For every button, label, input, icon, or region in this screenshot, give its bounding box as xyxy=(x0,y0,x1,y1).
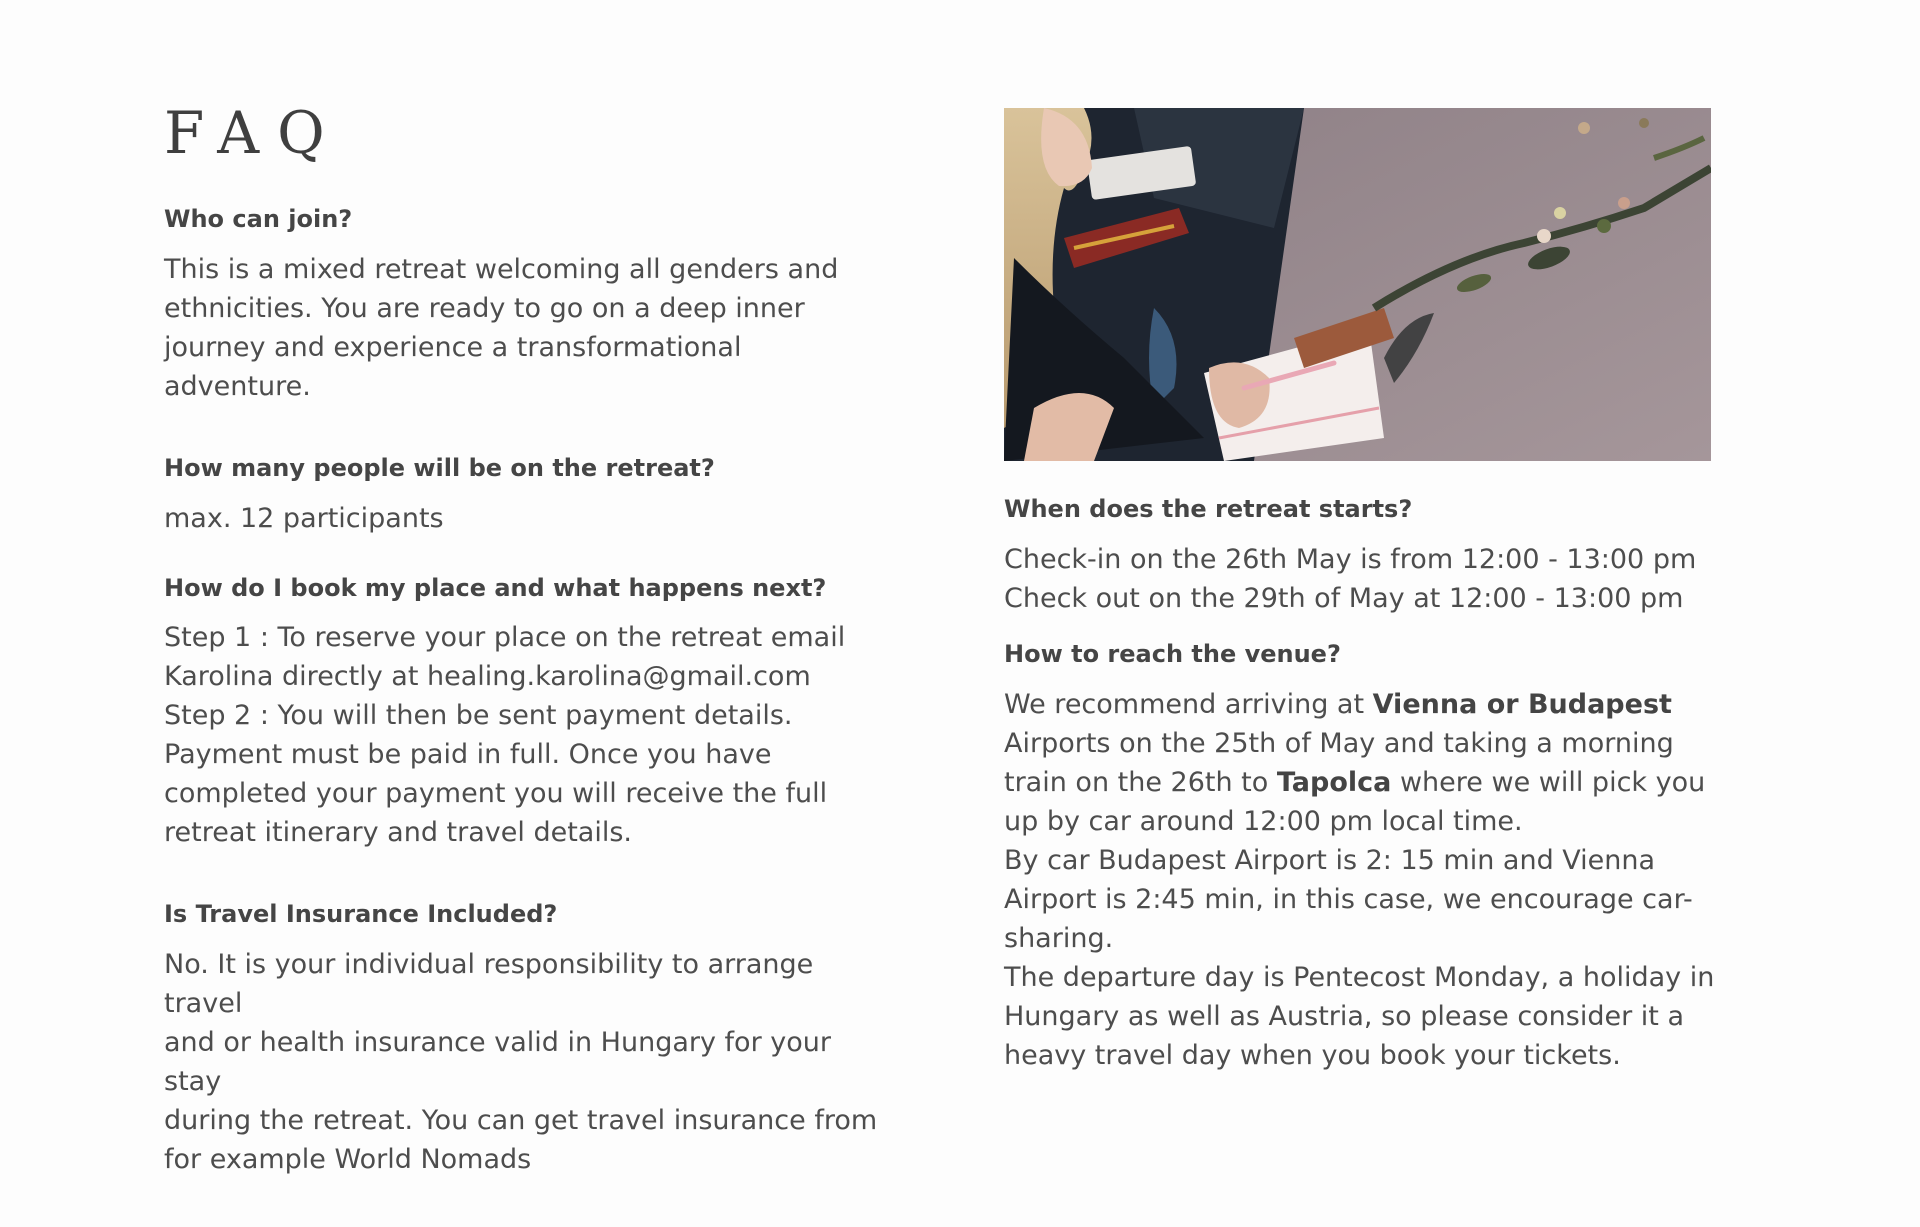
answer-line: completed your payment you will receive the full xyxy=(164,778,828,810)
answer-text: heavy travel day when you book your tickets. xyxy=(1004,1039,1621,1071)
faq-item-travel-insurance xyxy=(164,900,894,1179)
faq-answer xyxy=(164,618,894,852)
answer-line: Step 2 : You will then be sent payment details. xyxy=(164,700,793,732)
answer-text: Hungary as well as Austria, so please consider it a xyxy=(1004,1000,1685,1032)
faq-item-how-many-people xyxy=(164,454,894,538)
faq-answer xyxy=(164,250,894,406)
answer-line: for example World Nomads xyxy=(164,1144,532,1176)
faq-item-reach-venue xyxy=(1004,640,1734,1075)
emphasis-destination: Tapolca xyxy=(1276,766,1392,798)
answer-text: We recommend arriving at xyxy=(1004,688,1373,720)
answer-text: Airport is 2:45 min, in this case, we encourage car- xyxy=(1004,883,1693,915)
answer-line: Payment must be paid in full. Once you have xyxy=(164,739,772,771)
page-title: FAQ xyxy=(164,99,343,167)
answer-text: where we will pick you xyxy=(1391,766,1706,798)
faq-left-column xyxy=(164,205,894,1227)
faq-question: How many people will be on the retreat? xyxy=(164,453,715,482)
answer-line: and or health insurance valid in Hungary for your stay xyxy=(164,1027,831,1098)
answer-line: Step 1 : To reserve your place on the retreat email xyxy=(164,622,846,654)
faq-question: Is Travel Insurance Included? xyxy=(164,900,558,929)
faq-right-column xyxy=(1004,495,1734,1075)
faq-question: How do I book my place and what happens next? xyxy=(164,573,827,602)
faq-item-booking xyxy=(164,574,894,853)
answer-line: No. It is your individual responsibility to arrange travel xyxy=(164,949,814,1020)
answer-text: The departure day is Pentecost Monday, a holiday in xyxy=(1004,961,1715,993)
retreat-photo xyxy=(1004,108,1711,461)
answer-line: journey and experience a transformational adventure. xyxy=(164,331,742,402)
answer-line: Check-in on the 26th May is from 12:00 - 13:00 pm xyxy=(1004,543,1697,575)
answer-text: By car Budapest Airport is 2: 15 min and Vienna xyxy=(1004,844,1656,876)
answer-text: Airports on the 25th of May and taking a morning xyxy=(1004,727,1674,759)
faq-question: When does the retreat starts? xyxy=(1004,495,1413,523)
answer-line: max. 12 participants xyxy=(164,502,444,534)
faq-answer xyxy=(1004,685,1734,1075)
answer-text: train on the 26th to xyxy=(1004,766,1277,798)
faq-answer xyxy=(164,499,894,538)
faq-question: How to reach the venue? xyxy=(1004,639,1341,668)
answer-line: during the retreat. You can get travel insurance from xyxy=(164,1105,878,1137)
faq-item-who-can-join xyxy=(164,205,894,406)
faq-item-retreat-start xyxy=(1004,495,1734,618)
emphasis-airports: Vienna or Budapest xyxy=(1372,688,1672,720)
photo-illustration xyxy=(1004,108,1711,461)
faq-answer xyxy=(164,945,894,1179)
answer-line: Check out on the 29th of May at 12:00 - 13:00 pm xyxy=(1004,582,1684,614)
answer-line: ethnicities. You are ready to go on a deep inner xyxy=(164,292,805,324)
answer-line: retreat itinerary and travel details. xyxy=(164,817,632,849)
answer-line: Karolina directly at healing.karolina@gmail.com xyxy=(164,661,811,693)
answer-text: sharing. xyxy=(1004,922,1114,954)
faq-question: Who can join? xyxy=(164,205,353,233)
faq-answer xyxy=(1004,540,1734,618)
answer-text: up by car around 12:00 pm local time. xyxy=(1004,805,1523,837)
answer-line: This is a mixed retreat welcoming all genders and xyxy=(164,253,839,285)
